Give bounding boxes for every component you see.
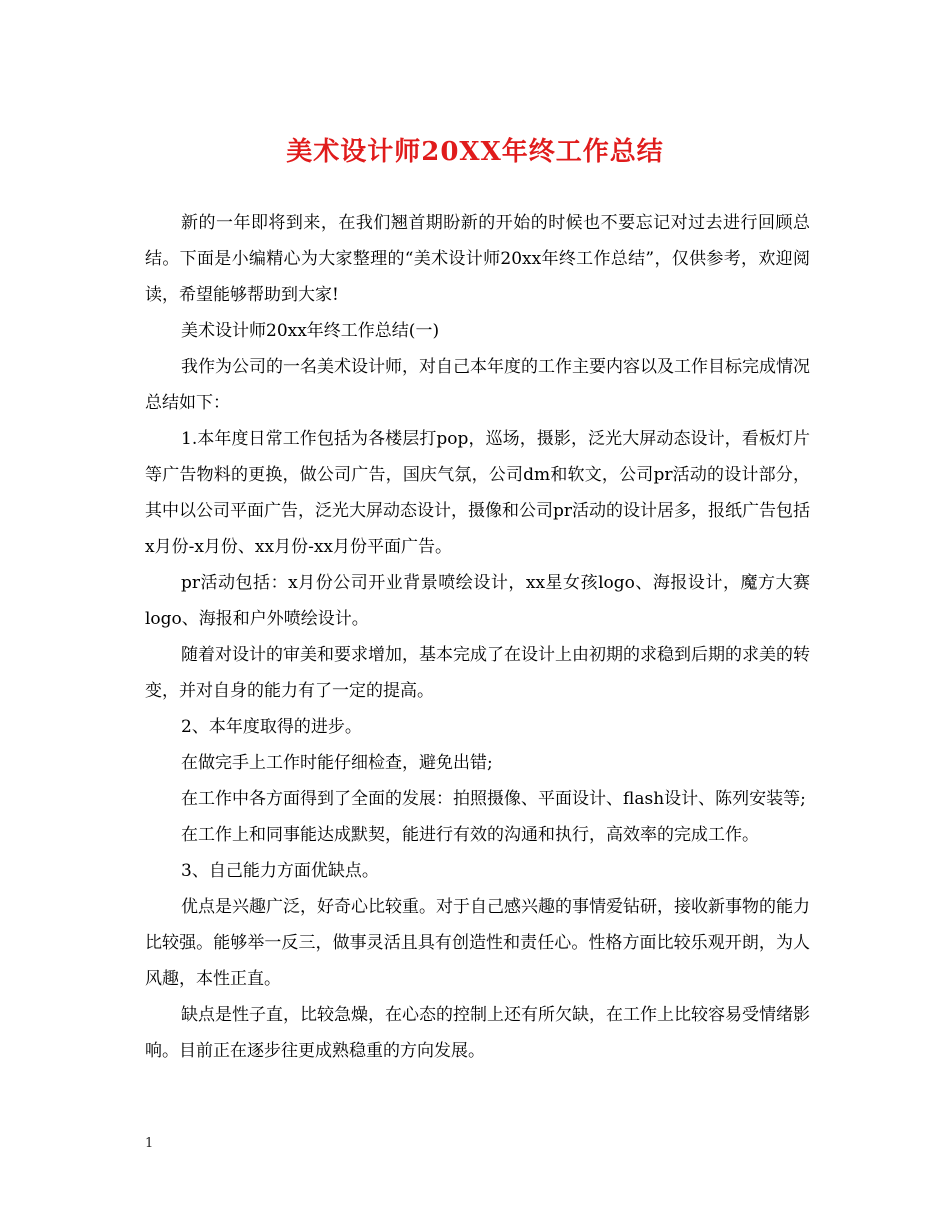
paragraph: 我作为公司的一名美术设计师，对自己本年度的工作主要内容以及工作目标完成情况总结如下： bbox=[145, 357, 810, 413]
paragraph: 优点是兴趣广泛，好奇心比较重。对于自己感兴趣的事情爱钻研，接收新事物的能力比较强。能够举一反三，做事灵活且具有创造性和责任心。性格方面比较乐观开朗，为人风趣，本性正直。 bbox=[145, 897, 810, 989]
section-heading-1: 美术设计师20xx年终工作总结(一) bbox=[181, 321, 440, 341]
section-heading-2: 2、本年度取得的进步。 bbox=[181, 717, 362, 737]
document-title: 美术设计师20XX年终工作总结 bbox=[286, 137, 664, 167]
paragraph: 缺点是性子直，比较急燥，在心态的控制上还有所欠缺，在工作上比较容易受情绪影响。目前正在逐步往更成熟稳重的方向发展。 bbox=[145, 1005, 810, 1061]
page-number: 1 bbox=[145, 1136, 154, 1151]
paragraph: 在做完手上工作时能仔细检查，避免出错; bbox=[181, 753, 493, 773]
paragraph: pr活动包括：x月份公司开业背景喷绘设计，xx星女孩logo、海报设计，魔方大赛logo、海报和户外喷绘设计。 bbox=[145, 573, 810, 629]
paragraph: 1.本年度日常工作包括为各楼层打pop，巡场，摄影，泛光大屏动态设计，看板灯片等广告物料的更换，做公司广告，国庆气氛，公司dm和软文，公司pr活动的设计部分，其中以公司平面广告，泛光大屏动态设计，摄像和公司pr活动的设计居多，报纸广告包括x月份-x月份、xx月份-xx月份平面广告。 bbox=[145, 429, 811, 557]
section-heading-3: 3、自己能力方面优缺点。 bbox=[181, 861, 379, 881]
paragraph: 在工作中各方面得到了全面的发展：拍照摄像、平面设计、flash设计、陈列安装等; bbox=[181, 789, 806, 809]
paragraph: 随着对设计的审美和要求增加，基本完成了在设计上由初期的求稳到后期的求美的转变，并对自身的能力有了一定的提高。 bbox=[145, 645, 810, 701]
paragraph: 在工作上和同事能达成默契，能进行有效的沟通和执行，高效率的完成工作。 bbox=[181, 825, 759, 845]
paragraph-intro: 新的一年即将到来，在我们翘首期盼新的开始的时候也不要忘记对过去进行回顾总结。下面是小编精心为大家整理的“美术设计师20xx年终工作总结”，仅供参考，欢迎阅读，希望能够帮助到大家! bbox=[145, 213, 810, 305]
document-body bbox=[145, 205, 810, 1069]
